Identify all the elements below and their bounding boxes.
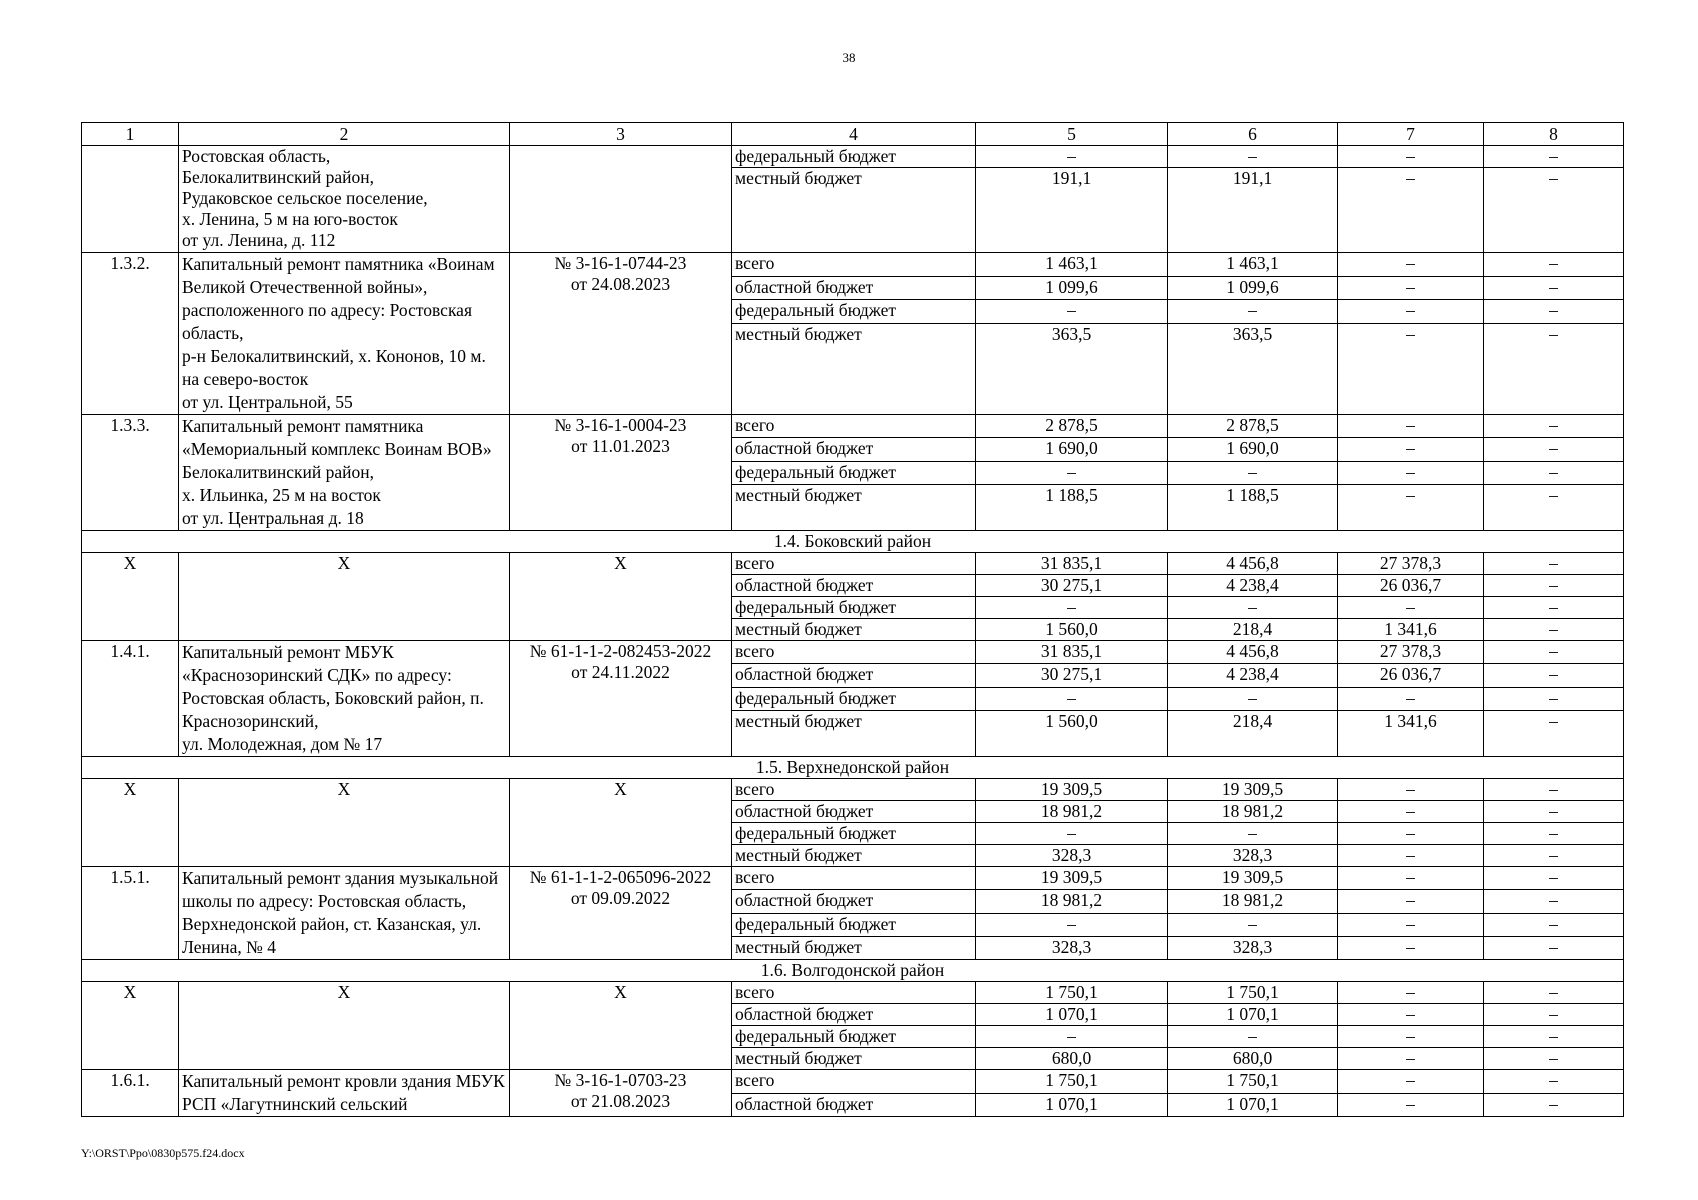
- value-cell: –: [1484, 890, 1624, 913]
- budget-type-label: местный бюджет: [732, 936, 976, 959]
- value-cell: –: [1484, 1048, 1624, 1070]
- value-cell: –: [1338, 913, 1484, 936]
- item-description: Капитальный ремонт здания музыкальной школы по адресу: Ростовская область, Верхнедонской район, ст. Казанская, ул. Ленина, № 4: [179, 867, 510, 960]
- budget-type-label: областной бюджет: [732, 890, 976, 913]
- value-cell: –: [1338, 867, 1484, 890]
- value-cell: 1 341,6: [1338, 619, 1484, 641]
- value-cell: 4 456,8: [1168, 553, 1338, 575]
- value-cell: –: [1338, 146, 1484, 168]
- value-cell: 18 981,2: [976, 801, 1168, 823]
- x-cell: Х: [179, 553, 510, 641]
- budget-type-label: федеральный бюджет: [732, 597, 976, 619]
- value-cell: –: [1484, 687, 1624, 710]
- address-text: Ростовская область, Белокалитвинский район, Рудаковское сельское поселение, х. Ленина, 5 м на юго-восток от ул. Ленина, д. 112: [179, 146, 510, 253]
- section-title: 1.5. Верхнедонской район: [82, 757, 1624, 779]
- value-cell: –: [976, 597, 1168, 619]
- value-cell: –: [1484, 1070, 1624, 1094]
- item-number: 1.3.2.: [82, 253, 179, 415]
- column-header: 3: [510, 123, 732, 146]
- value-cell: 18 981,2: [976, 890, 1168, 913]
- table-row: [82, 1070, 1624, 1094]
- value-cell: –: [1484, 664, 1624, 687]
- value-cell: –: [1484, 1093, 1624, 1117]
- value-cell: –: [1484, 300, 1624, 324]
- value-cell: 680,0: [1168, 1048, 1338, 1070]
- value-cell: –: [1484, 168, 1624, 253]
- document-reference: № 61-1-1-2-065096-2022 от 09.09.2022: [510, 867, 732, 960]
- budget-type-label: федеральный бюджет: [732, 1026, 976, 1048]
- value-cell: –: [1338, 890, 1484, 913]
- budget-type-label: местный бюджет: [732, 485, 976, 531]
- section-row: [82, 757, 1624, 779]
- value-cell: 1 070,1: [1168, 1093, 1338, 1117]
- table-row: [82, 779, 1624, 801]
- value-cell: 1 750,1: [976, 1070, 1168, 1094]
- section-row: [82, 531, 1624, 553]
- budget-type-label: всего: [732, 1070, 976, 1094]
- budget-type-label: областной бюджет: [732, 276, 976, 300]
- value-cell: –: [1484, 323, 1624, 414]
- budget-type-label: всего: [732, 415, 976, 438]
- budget-type-label: местный бюджет: [732, 619, 976, 641]
- value-cell: –: [1484, 711, 1624, 757]
- value-cell: 4 456,8: [1168, 641, 1338, 664]
- budget-type-label: всего: [732, 779, 976, 801]
- section-row: [82, 960, 1624, 982]
- value-cell: 218,4: [1168, 619, 1338, 641]
- value-cell: 218,4: [1168, 711, 1338, 757]
- column-header: 6: [1168, 123, 1338, 146]
- budget-type-label: областной бюджет: [732, 664, 976, 687]
- item-description: Капитальный ремонт памятника «Мемориальный комплекс Воинам ВОВ» Белокалитвинский район, х. Ильинка, 25 м на восток от ул. Центральная д. 18: [179, 415, 510, 531]
- section-title: 1.6. Волгодонской район: [82, 960, 1624, 982]
- value-cell: –: [1484, 1026, 1624, 1048]
- value-cell: 363,5: [976, 323, 1168, 414]
- value-cell: –: [1338, 1070, 1484, 1094]
- value-cell: –: [1338, 779, 1484, 801]
- budget-type-label: всего: [732, 867, 976, 890]
- value-cell: –: [1168, 300, 1338, 324]
- budget-type-label: всего: [732, 641, 976, 664]
- value-cell: –: [1484, 641, 1624, 664]
- value-cell: 2 878,5: [1168, 415, 1338, 438]
- item-description: Капитальный ремонт памятника «Воинам Великой Отечественной войны», расположенного по адресу: Ростовская область, р-н Белокалитвинский, х. Кононов, 10 м. на северо-восток от ул. Центральной, 55: [179, 253, 510, 415]
- value-cell: –: [1338, 823, 1484, 845]
- value-cell: –: [1168, 823, 1338, 845]
- value-cell: –: [1168, 461, 1338, 484]
- value-cell: 1 560,0: [976, 619, 1168, 641]
- value-cell: –: [1338, 597, 1484, 619]
- budget-type-label: местный бюджет: [732, 711, 976, 757]
- value-cell: –: [1338, 253, 1484, 277]
- budget-type-label: областной бюджет: [732, 1093, 976, 1117]
- budget-type-label: местный бюджет: [732, 845, 976, 867]
- value-cell: –: [1484, 619, 1624, 641]
- value-cell: –: [976, 823, 1168, 845]
- value-cell: –: [1338, 845, 1484, 867]
- budget-type-label: всего: [732, 253, 976, 277]
- value-cell: 1 188,5: [976, 485, 1168, 531]
- value-cell: –: [1484, 438, 1624, 461]
- value-cell: –: [1484, 597, 1624, 619]
- empty-cell: [82, 146, 179, 253]
- value-cell: 191,1: [976, 168, 1168, 253]
- value-cell: 1 341,6: [1338, 711, 1484, 757]
- value-cell: –: [1484, 146, 1624, 168]
- value-cell: 191,1: [1168, 168, 1338, 253]
- value-cell: –: [1338, 1004, 1484, 1026]
- value-cell: 1 690,0: [976, 438, 1168, 461]
- budget-type-label: федеральный бюджет: [732, 146, 976, 168]
- value-cell: 26 036,7: [1338, 575, 1484, 597]
- column-header: 4: [732, 123, 976, 146]
- budget-type-label: всего: [732, 553, 976, 575]
- value-cell: –: [1484, 845, 1624, 867]
- value-cell: –: [1168, 597, 1338, 619]
- table-row: [82, 253, 1624, 277]
- x-cell: Х: [510, 982, 732, 1070]
- item-description: Капитальный ремонт МБУК «Краснозоринский СДК» по адресу: Ростовская область, Боковский район, п. Краснозоринский, ул. Молодежная, дом № 17: [179, 641, 510, 757]
- value-cell: 328,3: [1168, 845, 1338, 867]
- value-cell: –: [1338, 1093, 1484, 1117]
- value-cell: –: [976, 300, 1168, 324]
- table-row: [82, 867, 1624, 890]
- page-number: 38: [842, 50, 856, 65]
- budget-type-label: местный бюджет: [732, 323, 976, 414]
- value-cell: –: [976, 461, 1168, 484]
- value-cell: 1 690,0: [1168, 438, 1338, 461]
- x-cell: Х: [179, 982, 510, 1070]
- value-cell: 1 188,5: [1168, 485, 1338, 531]
- value-cell: 2 878,5: [976, 415, 1168, 438]
- value-cell: –: [1338, 438, 1484, 461]
- budget-type-label: местный бюджет: [732, 1048, 976, 1070]
- document-reference: № 61-1-1-2-082453-2022 от 24.11.2022: [510, 641, 732, 757]
- value-cell: –: [1338, 801, 1484, 823]
- value-cell: 19 309,5: [1168, 779, 1338, 801]
- value-cell: –: [1484, 936, 1624, 959]
- value-cell: 1 099,6: [976, 276, 1168, 300]
- budget-type-label: федеральный бюджет: [732, 913, 976, 936]
- value-cell: 18 981,2: [1168, 801, 1338, 823]
- budget-type-label: федеральный бюджет: [732, 300, 976, 324]
- value-cell: –: [976, 687, 1168, 710]
- value-cell: –: [1338, 687, 1484, 710]
- value-cell: –: [1338, 300, 1484, 324]
- footer-file-path: Y:\ORST\Ppo\0830p575.f24.docx: [81, 1146, 245, 1160]
- value-cell: –: [976, 1026, 1168, 1048]
- value-cell: –: [1338, 485, 1484, 531]
- value-cell: 1 070,1: [976, 1093, 1168, 1117]
- value-cell: 1 750,1: [1168, 982, 1338, 1004]
- value-cell: 4 238,4: [1168, 575, 1338, 597]
- value-cell: 328,3: [1168, 936, 1338, 959]
- budget-type-label: областной бюджет: [732, 1004, 976, 1026]
- table-row: [82, 641, 1624, 664]
- value-cell: –: [1484, 415, 1624, 438]
- x-cell: Х: [82, 553, 179, 641]
- value-cell: 680,0: [976, 1048, 1168, 1070]
- column-header: 7: [1338, 123, 1484, 146]
- x-cell: Х: [510, 553, 732, 641]
- value-cell: –: [976, 146, 1168, 168]
- document-reference: № 3-16-1-0004-23 от 11.01.2023: [510, 415, 732, 531]
- value-cell: 1 463,1: [1168, 253, 1338, 277]
- value-cell: 19 309,5: [1168, 867, 1338, 890]
- table-header-row: [82, 123, 1624, 146]
- value-cell: 31 835,1: [976, 641, 1168, 664]
- value-cell: –: [1484, 982, 1624, 1004]
- x-cell: Х: [510, 779, 732, 867]
- budget-table: [81, 122, 1624, 1117]
- budget-type-label: федеральный бюджет: [732, 823, 976, 845]
- value-cell: –: [1338, 1048, 1484, 1070]
- value-cell: –: [1484, 823, 1624, 845]
- value-cell: –: [1484, 801, 1624, 823]
- value-cell: –: [1338, 982, 1484, 1004]
- value-cell: –: [1168, 913, 1338, 936]
- table-row: [82, 415, 1624, 438]
- x-cell: Х: [179, 779, 510, 867]
- table-row: [82, 146, 1624, 168]
- value-cell: 1 070,1: [976, 1004, 1168, 1026]
- value-cell: 1 463,1: [976, 253, 1168, 277]
- value-cell: –: [1168, 687, 1338, 710]
- value-cell: 4 238,4: [1168, 664, 1338, 687]
- value-cell: 31 835,1: [976, 553, 1168, 575]
- value-cell: 1 560,0: [976, 711, 1168, 757]
- value-cell: –: [1338, 1026, 1484, 1048]
- value-cell: 30 275,1: [976, 575, 1168, 597]
- table-row: [82, 982, 1624, 1004]
- value-cell: –: [1484, 485, 1624, 531]
- value-cell: 27 378,3: [1338, 641, 1484, 664]
- section-title: 1.4. Боковский район: [82, 531, 1624, 553]
- column-header: 1: [82, 123, 179, 146]
- item-number: 1.4.1.: [82, 641, 179, 757]
- value-cell: 1 750,1: [1168, 1070, 1338, 1094]
- value-cell: –: [1484, 253, 1624, 277]
- budget-type-label: областной бюджет: [732, 438, 976, 461]
- value-cell: –: [1484, 867, 1624, 890]
- value-cell: 363,5: [1168, 323, 1338, 414]
- empty-cell: [510, 146, 732, 253]
- value-cell: 30 275,1: [976, 664, 1168, 687]
- value-cell: –: [1338, 415, 1484, 438]
- value-cell: –: [1484, 461, 1624, 484]
- value-cell: 26 036,7: [1338, 664, 1484, 687]
- column-header: 8: [1484, 123, 1624, 146]
- value-cell: –: [1168, 146, 1338, 168]
- value-cell: –: [1484, 779, 1624, 801]
- x-cell: Х: [82, 982, 179, 1070]
- item-number: 1.5.1.: [82, 867, 179, 960]
- value-cell: –: [1338, 168, 1484, 253]
- item-number: 1.3.3.: [82, 415, 179, 531]
- value-cell: –: [1338, 276, 1484, 300]
- budget-type-label: федеральный бюджет: [732, 687, 976, 710]
- item-number: 1.6.1.: [82, 1070, 179, 1117]
- value-cell: 1 070,1: [1168, 1004, 1338, 1026]
- value-cell: 19 309,5: [976, 867, 1168, 890]
- document-reference: № 3-16-1-0703-23 от 21.08.2023: [510, 1070, 732, 1117]
- table-row: [82, 553, 1624, 575]
- value-cell: –: [976, 913, 1168, 936]
- column-header: 2: [179, 123, 510, 146]
- value-cell: 19 309,5: [976, 779, 1168, 801]
- value-cell: –: [1484, 276, 1624, 300]
- document-reference: № 3-16-1-0744-23 от 24.08.2023: [510, 253, 732, 415]
- budget-type-label: местный бюджет: [732, 168, 976, 253]
- budget-type-label: областной бюджет: [732, 801, 976, 823]
- value-cell: –: [1338, 936, 1484, 959]
- value-cell: 328,3: [976, 845, 1168, 867]
- value-cell: 27 378,3: [1338, 553, 1484, 575]
- x-cell: Х: [82, 779, 179, 867]
- value-cell: 18 981,2: [1168, 890, 1338, 913]
- value-cell: 328,3: [976, 936, 1168, 959]
- value-cell: 1 099,6: [1168, 276, 1338, 300]
- value-cell: –: [1484, 553, 1624, 575]
- value-cell: –: [1338, 323, 1484, 414]
- value-cell: 1 750,1: [976, 982, 1168, 1004]
- item-description: Капитальный ремонт кровли здания МБУК РСП «Лагутнинский сельский: [179, 1070, 510, 1117]
- budget-type-label: областной бюджет: [732, 575, 976, 597]
- budget-type-label: всего: [732, 982, 976, 1004]
- value-cell: –: [1338, 461, 1484, 484]
- value-cell: –: [1484, 1004, 1624, 1026]
- value-cell: –: [1168, 1026, 1338, 1048]
- budget-type-label: федеральный бюджет: [732, 461, 976, 484]
- value-cell: –: [1484, 913, 1624, 936]
- value-cell: –: [1484, 575, 1624, 597]
- column-header: 5: [976, 123, 1168, 146]
